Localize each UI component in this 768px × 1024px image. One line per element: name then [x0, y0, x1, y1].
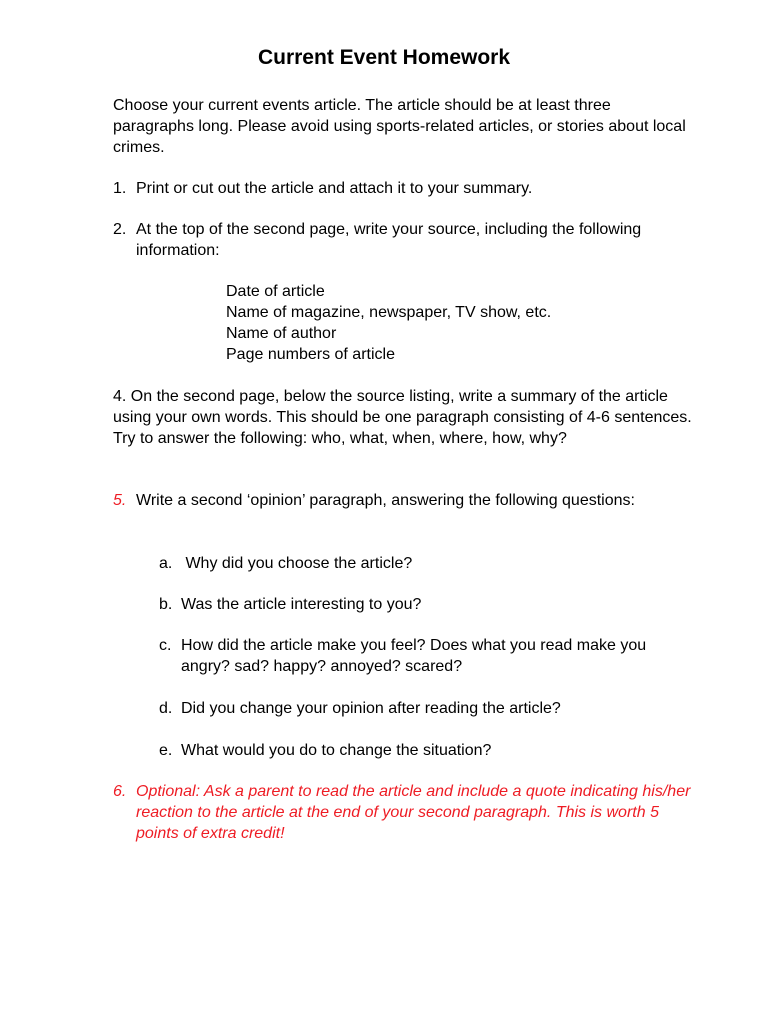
source-item-author: Name of author	[226, 325, 337, 342]
question-c-text: How did the article make you feel? Does what you read make you angry? sad? happy? annoyed? scared?	[181, 637, 647, 675]
step-6-optional	[113, 781, 693, 844]
question-e	[159, 740, 679, 761]
page-title: Current Event Homework	[257, 46, 511, 69]
step-6-text: Optional: Ask a parent to read the article and include a quote indicating his/her reaction to the article at the end of your second paragraph. This is worth 5 points of extra credit!	[136, 783, 691, 842]
step-1-number: 1.	[113, 180, 127, 197]
step-5	[113, 490, 693, 511]
source-item-publication: Name of magazine, newspaper, TV show, etc.	[226, 304, 552, 321]
step-4-paragraph: 4. On the second page, below the source listing, write a summary of the article using your own words. This should be one paragraph consisting of 4-6 sentences. Try to answer the following: who, what, when, where, how, why?	[113, 388, 692, 447]
question-a	[159, 553, 679, 574]
step-5-number: 5.	[113, 492, 127, 509]
question-c	[159, 635, 679, 677]
step-1-text: Print or cut out the article and attach it to your summary.	[136, 180, 533, 197]
question-d-text: Did you change your opinion after reading the article?	[181, 700, 561, 717]
question-e-letter: e.	[159, 742, 173, 759]
question-d	[159, 698, 679, 719]
step-6-number: 6.	[113, 783, 127, 800]
step-2-number: 2.	[113, 221, 127, 238]
step-2-text: At the top of the second page, write your source, including the following information:	[136, 221, 642, 259]
question-d-letter: d.	[159, 700, 173, 717]
question-a-letter: a.	[159, 555, 173, 572]
question-b	[159, 594, 679, 615]
source-item-date: Date of article	[226, 283, 325, 300]
step-2	[113, 219, 693, 261]
step-5-text: Write a second ‘opinion’ paragraph, answering the following questions:	[136, 492, 635, 509]
question-e-text: What would you do to change the situation?	[181, 742, 492, 759]
source-item-page-numbers: Page numbers of article	[226, 346, 395, 363]
question-b-letter: b.	[159, 596, 173, 613]
step-1	[113, 178, 693, 199]
intro-paragraph: Choose your current events article. The article should be at least three paragraphs long. Please avoid using sports-related articles, or stories about local crimes.	[113, 97, 686, 156]
source-info-list	[226, 281, 551, 365]
question-a-text: Why did you choose the article?	[181, 555, 413, 572]
question-b-text: Was the article interesting to you?	[181, 596, 422, 613]
question-c-letter: c.	[159, 637, 172, 654]
